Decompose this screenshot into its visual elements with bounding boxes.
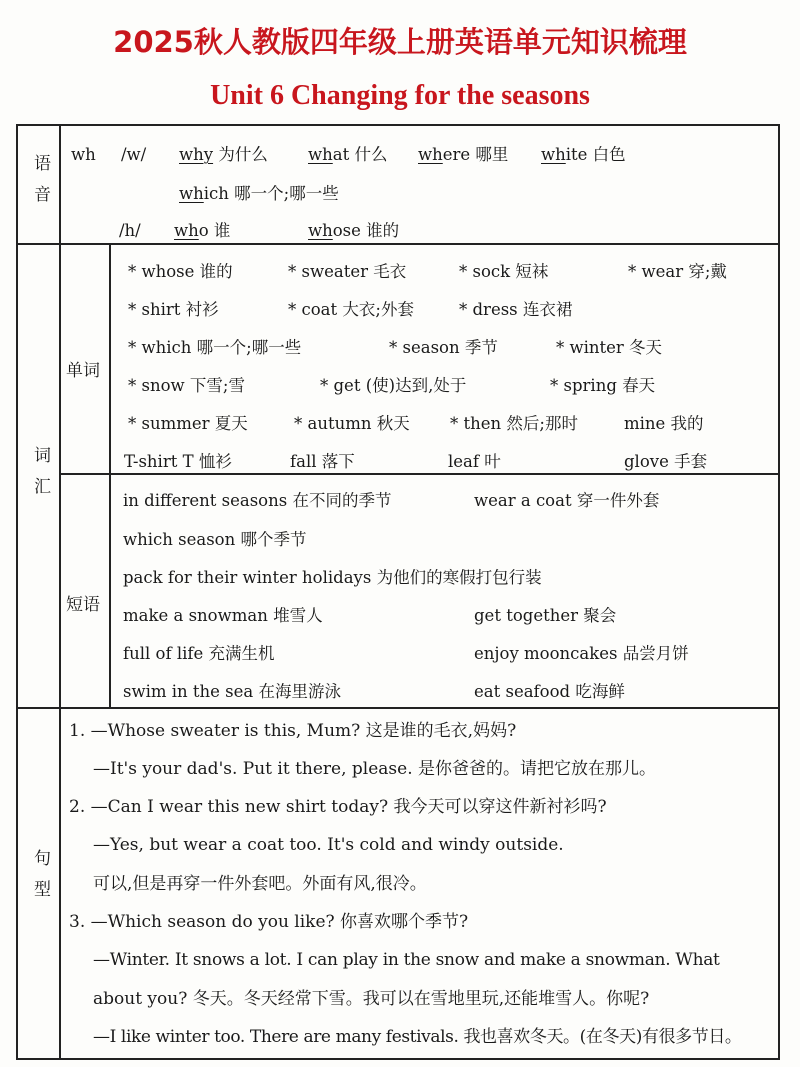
- sentence-line: 2. —Can I wear this new shirt today? 我今天可以穿这件新衬衫吗?: [69, 797, 607, 817]
- phonics-wh-letters: wh: [71, 145, 96, 164]
- phonics-h-sound: /h/: [119, 221, 141, 240]
- sentence-line: —It's your dad's. Put it there, please. 是你爸爸的。请把它放在那儿。: [93, 759, 657, 779]
- row-divider-vocab: [16, 707, 780, 709]
- table-border-top: [16, 124, 780, 126]
- word-item: mine 我的: [624, 414, 704, 433]
- word-item: leaf 叶: [448, 452, 501, 471]
- phonics-w-sound: /w/: [121, 145, 147, 164]
- category-column-divider: [59, 124, 61, 1060]
- sentence-line: 3. —Which season do you like? 你喜欢哪个季节?: [69, 912, 469, 932]
- word-item: * get (使)达到,处于: [320, 376, 467, 395]
- word-item: * winter 冬天: [556, 338, 663, 357]
- phrase-item: enjoy mooncakes 品尝月饼: [474, 644, 689, 663]
- word-item: T-shirt T 恤衫: [124, 452, 232, 471]
- sentence-line: —Yes, but wear a coat too. It's cold and windy outside.: [93, 835, 564, 855]
- word-item: * wear 穿;戴: [628, 262, 727, 281]
- phonics-word-which: which 哪一个;哪一些: [179, 184, 339, 203]
- phonics-label: 语音: [30, 154, 50, 216]
- phrase-item: swim in the sea 在海里游泳: [123, 682, 341, 701]
- phonics-word-why: why 为什么: [179, 145, 268, 164]
- phonics-word-where: where 哪里: [418, 145, 509, 164]
- page-title: 2025秋人教版四年级上册英语单元知识梳理: [113, 25, 687, 59]
- phrase-item: eat seafood 吃海鲜: [474, 682, 625, 701]
- knowledge-table: [16, 124, 780, 1060]
- word-item: * whose 谁的: [128, 262, 233, 281]
- subcategory-column-divider: [109, 243, 111, 708]
- row-divider-phonics: [16, 243, 780, 245]
- sentence-line: —Winter. It snows a lot. I can play in the snow and make a snowman. What: [93, 950, 720, 970]
- word-item: * spring 春天: [550, 376, 656, 395]
- sentence-line: about you? 冬天。冬天经常下雪。我可以在雪地里玩,还能堆雪人。你呢?: [93, 989, 650, 1009]
- phonics-word-white: white 白色: [541, 145, 626, 164]
- phrase-item: pack for their winter holidays 为他们的寒假打包行装: [123, 568, 542, 587]
- word-item: * which 哪一个;哪一些: [128, 338, 302, 357]
- sentence-line: —I like winter too. There are many festivals. 我也喜欢冬天。(在冬天)有很多节日。: [93, 1027, 742, 1047]
- phrase-item: make a snowman 堆雪人: [123, 606, 323, 625]
- sentences-label: 句型: [30, 849, 50, 911]
- phrase-item: which season 哪个季节: [123, 530, 307, 549]
- words-label: 单词: [66, 361, 100, 381]
- phrase-item: in different seasons 在不同的季节: [123, 491, 392, 510]
- table-border-right: [778, 124, 780, 1060]
- word-item: * sweater 毛衣: [288, 262, 407, 281]
- sentence-line: 1. —Whose sweater is this, Mum? 这是谁的毛衣,妈妈?: [69, 721, 517, 741]
- row-divider-words: [59, 473, 780, 475]
- table-border-left: [16, 124, 18, 1060]
- sentence-line: 可以,但是再穿一件外套吧。外面有风,很冷。: [93, 874, 427, 894]
- phrase-item: get together 聚会: [474, 606, 617, 625]
- word-item: * then 然后;那时: [450, 414, 578, 433]
- word-item: glove 手套: [624, 452, 708, 471]
- word-item: * sock 短袜: [459, 262, 549, 281]
- page-subtitle: Unit 6 Changing for the seasons: [210, 80, 590, 111]
- word-item: * snow 下雪;雪: [128, 376, 245, 395]
- phonics-word-who: who 谁: [174, 221, 231, 240]
- table-border-bottom: [16, 1058, 780, 1060]
- phrases-label: 短语: [66, 595, 100, 615]
- phonics-word-whose: whose 谁的: [308, 221, 400, 240]
- phrase-item: wear a coat 穿一件外套: [474, 491, 660, 510]
- phonics-word-what: what 什么: [308, 145, 388, 164]
- vocabulary-label: 词汇: [30, 446, 50, 508]
- word-item: * summer 夏天: [128, 414, 248, 433]
- word-item: fall 落下: [290, 452, 355, 471]
- word-item: * autumn 秋天: [294, 414, 410, 433]
- word-item: * dress 连衣裙: [459, 300, 573, 319]
- word-item: * coat 大衣;外套: [288, 300, 414, 319]
- word-item: * season 季节: [389, 338, 498, 357]
- word-item: * shirt 衬衫: [128, 300, 219, 319]
- phrase-item: full of life 充满生机: [123, 644, 275, 663]
